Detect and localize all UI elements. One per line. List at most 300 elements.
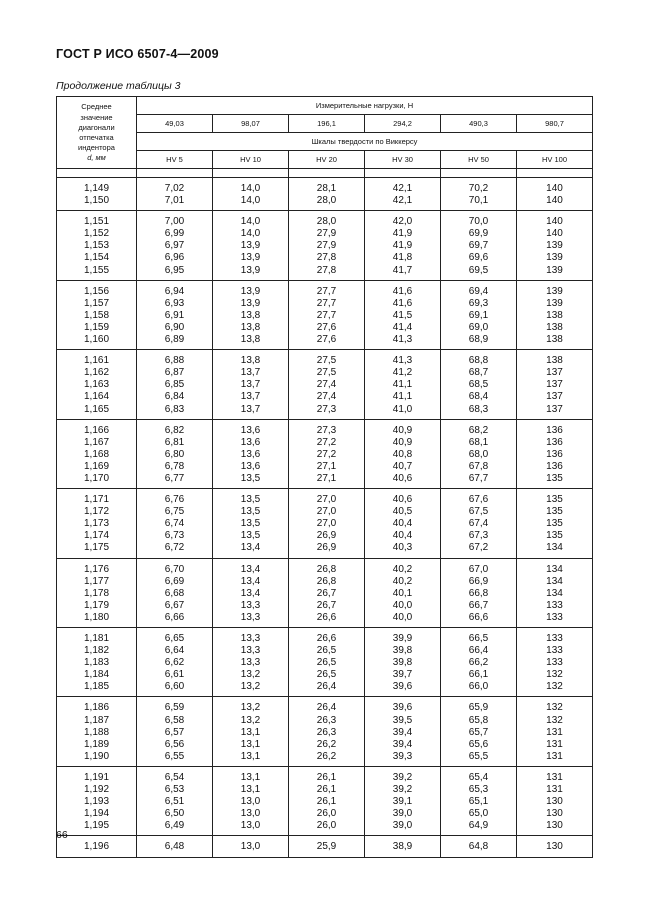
hv100-cell: 139	[517, 298, 593, 310]
hv100-cell: 133	[517, 657, 593, 669]
hv5-cell: 6,78	[137, 461, 213, 473]
hv10-cell: 14,0	[213, 178, 289, 196]
diagonal-cell: 1,159	[57, 322, 137, 334]
hv10-cell: 13,6	[213, 449, 289, 461]
hv30-cell: 39,0	[365, 808, 441, 820]
table-row	[57, 252, 593, 264]
hv50-cell: 67,3	[441, 530, 517, 542]
hv100-cell: 133	[517, 612, 593, 628]
hv30-cell: 39,5	[365, 715, 441, 727]
hv20-cell: 26,7	[289, 588, 365, 600]
hv10-cell: 13,2	[213, 697, 289, 715]
hv10-cell: 14,0	[213, 228, 289, 240]
load-value: 294,2	[365, 115, 441, 133]
table-row	[57, 379, 593, 391]
hv50-cell: 68,3	[441, 404, 517, 420]
hv100-cell: 132	[517, 715, 593, 727]
hv5-cell: 6,61	[137, 669, 213, 681]
hv50-cell: 67,2	[441, 542, 517, 558]
hv20-cell: 27,7	[289, 280, 365, 298]
hv10-cell: 13,4	[213, 558, 289, 576]
hv20-cell: 26,1	[289, 784, 365, 796]
diagonal-header-line: Среднее	[81, 102, 112, 112]
hv20-cell: 26,4	[289, 697, 365, 715]
hv50-cell: 65,5	[441, 751, 517, 767]
row-group	[57, 697, 593, 766]
table-row	[57, 739, 593, 751]
table-row	[57, 645, 593, 657]
diagonal-cell: 1,164	[57, 391, 137, 403]
hv5-cell: 6,87	[137, 367, 213, 379]
hv10-cell: 13,5	[213, 473, 289, 489]
hv30-cell: 39,1	[365, 796, 441, 808]
hv20-cell: 26,0	[289, 820, 365, 836]
diagonal-cell: 1,151	[57, 211, 137, 229]
table-caption: Продолжение таблицы 3	[56, 80, 181, 92]
hv20-cell: 27,2	[289, 449, 365, 461]
hv20-cell: 27,9	[289, 228, 365, 240]
hv100-cell: 133	[517, 645, 593, 657]
table-row	[57, 322, 593, 334]
hv10-cell: 13,5	[213, 530, 289, 542]
hv20-cell: 27,3	[289, 404, 365, 420]
diagonal-cell: 1,177	[57, 576, 137, 588]
hv50-cell: 66,9	[441, 576, 517, 588]
hv20-cell: 26,1	[289, 796, 365, 808]
hv5-cell: 6,73	[137, 530, 213, 542]
hv30-cell: 40,9	[365, 419, 441, 437]
table-row	[57, 766, 593, 784]
hv100-cell: 134	[517, 576, 593, 588]
hv10-cell: 13,0	[213, 808, 289, 820]
hv100-cell: 137	[517, 404, 593, 420]
hv5-cell: 6,64	[137, 645, 213, 657]
hv10-cell: 13,4	[213, 576, 289, 588]
diagonal-cell: 1,172	[57, 506, 137, 518]
hv5-cell: 6,97	[137, 240, 213, 252]
diagonal-header-line: отпечатка	[79, 133, 114, 142]
diagonal-cell: 1,189	[57, 739, 137, 751]
hv30-cell: 41,8	[365, 252, 441, 264]
hv10-cell: 13,4	[213, 588, 289, 600]
table-row	[57, 727, 593, 739]
hv30-cell: 41,9	[365, 240, 441, 252]
hv5-cell: 6,94	[137, 280, 213, 298]
hv10-cell: 13,2	[213, 715, 289, 727]
hv50-cell: 65,8	[441, 715, 517, 727]
table-row	[57, 518, 593, 530]
hv100-cell: 136	[517, 461, 593, 473]
hv30-cell: 40,7	[365, 461, 441, 473]
hv100-cell: 131	[517, 751, 593, 767]
hv10-cell: 13,8	[213, 334, 289, 350]
hv100-cell: 134	[517, 588, 593, 600]
diagonal-header-line: диагонали	[78, 122, 115, 132]
hv100-cell: 131	[517, 784, 593, 796]
table-row	[57, 808, 593, 820]
hv30-cell: 40,0	[365, 612, 441, 628]
hv20-cell: 27,8	[289, 252, 365, 264]
hv50-cell: 68,5	[441, 379, 517, 391]
header-spacer	[57, 169, 593, 178]
hv50-cell: 65,1	[441, 796, 517, 808]
hv10-cell: 13,0	[213, 836, 289, 857]
hv30-cell: 39,0	[365, 820, 441, 836]
hv5-cell: 6,93	[137, 298, 213, 310]
hv20-cell: 25,9	[289, 836, 365, 857]
hv10-cell: 13,4	[213, 542, 289, 558]
hv30-cell: 41,6	[365, 298, 441, 310]
hv20-cell: 27,3	[289, 419, 365, 437]
row-group	[57, 489, 593, 558]
hv10-cell: 13,5	[213, 489, 289, 507]
row-group	[57, 178, 593, 211]
table-row	[57, 391, 593, 403]
diagonal-cell: 1,178	[57, 588, 137, 600]
hv30-cell: 41,2	[365, 367, 441, 379]
diagonal-header-line: значение	[80, 112, 113, 122]
table-row	[57, 697, 593, 715]
table-row	[57, 310, 593, 322]
hv5-cell: 6,70	[137, 558, 213, 576]
hv5-cell: 6,60	[137, 681, 213, 697]
hv20-cell: 26,3	[289, 727, 365, 739]
hv5-cell: 6,67	[137, 600, 213, 612]
hv10-cell: 13,0	[213, 820, 289, 836]
diagonal-cell: 1,196	[57, 836, 137, 857]
hv30-cell: 42,0	[365, 211, 441, 229]
scales-header: Шкалы твердости по Виккерсу	[137, 133, 593, 151]
hv30-cell: 39,6	[365, 681, 441, 697]
hv5-cell: 6,57	[137, 727, 213, 739]
hv100-cell: 140	[517, 178, 593, 196]
hv10-cell: 13,9	[213, 252, 289, 264]
hv100-cell: 131	[517, 727, 593, 739]
diagonal-header-line: d, мм	[87, 153, 106, 163]
row-group	[57, 280, 593, 349]
diagonal-cell: 1,191	[57, 766, 137, 784]
scales-row	[57, 151, 593, 169]
table-row	[57, 461, 593, 473]
hv5-cell: 6,88	[137, 350, 213, 368]
hv5-cell: 6,84	[137, 391, 213, 403]
table-row	[57, 228, 593, 240]
hv30-cell: 39,3	[365, 751, 441, 767]
hv50-cell: 69,7	[441, 240, 517, 252]
diagonal-cell: 1,176	[57, 558, 137, 576]
hv10-cell: 14,0	[213, 211, 289, 229]
scale-label: HV 10	[213, 151, 289, 169]
hv10-cell: 13,2	[213, 681, 289, 697]
hv100-cell: 135	[517, 518, 593, 530]
hv100-cell: 130	[517, 796, 593, 808]
hv100-cell: 135	[517, 506, 593, 518]
hv10-cell: 13,5	[213, 506, 289, 518]
hv50-cell: 69,9	[441, 228, 517, 240]
load-value: 490,3	[441, 115, 517, 133]
hv50-cell: 68,8	[441, 350, 517, 368]
hv100-cell: 131	[517, 766, 593, 784]
hv100-cell: 137	[517, 391, 593, 403]
hv50-cell: 67,0	[441, 558, 517, 576]
diagonal-cell: 1,168	[57, 449, 137, 461]
hv50-cell: 64,8	[441, 836, 517, 857]
hv30-cell: 40,6	[365, 489, 441, 507]
table-row	[57, 178, 593, 196]
diagonal-cell: 1,181	[57, 628, 137, 646]
table-row	[57, 715, 593, 727]
hv5-cell: 6,69	[137, 576, 213, 588]
hv5-cell: 6,54	[137, 766, 213, 784]
hv50-cell: 67,7	[441, 473, 517, 489]
hv5-cell: 6,77	[137, 473, 213, 489]
hv100-cell: 135	[517, 489, 593, 507]
row-group	[57, 211, 593, 280]
hv20-cell: 26,7	[289, 600, 365, 612]
hv20-cell: 26,9	[289, 542, 365, 558]
hv10-cell: 13,1	[213, 784, 289, 796]
table-row	[57, 404, 593, 420]
hv50-cell: 66,5	[441, 628, 517, 646]
hv5-cell: 6,74	[137, 518, 213, 530]
hv30-cell: 40,2	[365, 558, 441, 576]
hv100-cell: 135	[517, 530, 593, 542]
hv10-cell: 13,2	[213, 669, 289, 681]
hv20-cell: 26,6	[289, 628, 365, 646]
hv5-cell: 6,55	[137, 751, 213, 767]
hv50-cell: 69,5	[441, 265, 517, 281]
hv30-cell: 41,1	[365, 379, 441, 391]
hv20-cell: 26,5	[289, 657, 365, 669]
hv30-cell: 40,3	[365, 542, 441, 558]
hv50-cell: 70,2	[441, 178, 517, 196]
hv100-cell: 137	[517, 367, 593, 379]
hv100-cell: 132	[517, 681, 593, 697]
diagonal-cell: 1,150	[57, 195, 137, 211]
hv20-cell: 27,0	[289, 518, 365, 530]
diagonal-cell: 1,161	[57, 350, 137, 368]
hv30-cell: 39,4	[365, 739, 441, 751]
row-group	[57, 350, 593, 419]
hv30-cell: 40,0	[365, 600, 441, 612]
load-value: 49,03	[137, 115, 213, 133]
table-row	[57, 449, 593, 461]
diagonal-cell: 1,166	[57, 419, 137, 437]
hv5-cell: 6,81	[137, 437, 213, 449]
hv100-cell: 138	[517, 310, 593, 322]
hv5-cell: 7,02	[137, 178, 213, 196]
hv30-cell: 39,2	[365, 766, 441, 784]
hv5-cell: 6,49	[137, 820, 213, 836]
hv20-cell: 27,1	[289, 461, 365, 473]
hv5-cell: 6,65	[137, 628, 213, 646]
hv100-cell: 130	[517, 836, 593, 857]
table-row	[57, 751, 593, 767]
hv20-cell: 26,3	[289, 715, 365, 727]
table-row	[57, 796, 593, 808]
hv30-cell: 40,5	[365, 506, 441, 518]
table-row	[57, 280, 593, 298]
hv20-cell: 27,7	[289, 298, 365, 310]
hv50-cell: 65,7	[441, 727, 517, 739]
table-row	[57, 681, 593, 697]
row-group	[57, 558, 593, 627]
diagonal-cell: 1,174	[57, 530, 137, 542]
hv100-cell: 138	[517, 322, 593, 334]
hv50-cell: 69,3	[441, 298, 517, 310]
loads-row	[57, 115, 593, 133]
hv30-cell: 39,9	[365, 628, 441, 646]
hv30-cell: 41,7	[365, 265, 441, 281]
row-group	[57, 419, 593, 488]
hv100-cell: 138	[517, 334, 593, 350]
table-row	[57, 784, 593, 796]
hv20-cell: 26,0	[289, 808, 365, 820]
diagonal-cell: 1,175	[57, 542, 137, 558]
hv50-cell: 69,4	[441, 280, 517, 298]
hv50-cell: 68,7	[441, 367, 517, 379]
hv5-cell: 6,50	[137, 808, 213, 820]
table-row	[57, 588, 593, 600]
hv50-cell: 66,0	[441, 681, 517, 697]
diagonal-cell: 1,152	[57, 228, 137, 240]
hv5-cell: 6,51	[137, 796, 213, 808]
hv30-cell: 41,3	[365, 334, 441, 350]
hv20-cell: 27,5	[289, 350, 365, 368]
hv30-cell: 42,1	[365, 195, 441, 211]
diagonal-cell: 1,155	[57, 265, 137, 281]
hv10-cell: 13,9	[213, 265, 289, 281]
hv100-cell: 136	[517, 419, 593, 437]
hv50-cell: 68,1	[441, 437, 517, 449]
hv100-cell: 139	[517, 265, 593, 281]
hv20-cell: 27,0	[289, 489, 365, 507]
hv30-cell: 41,1	[365, 391, 441, 403]
hv100-cell: 133	[517, 600, 593, 612]
diagonal-cell: 1,179	[57, 600, 137, 612]
hv50-cell: 65,9	[441, 697, 517, 715]
hv50-cell: 67,8	[441, 461, 517, 473]
diagonal-cell: 1,173	[57, 518, 137, 530]
diagonal-cell: 1,182	[57, 645, 137, 657]
hv50-cell: 66,4	[441, 645, 517, 657]
diagonal-cell: 1,163	[57, 379, 137, 391]
hv100-cell: 139	[517, 280, 593, 298]
hv5-cell: 6,68	[137, 588, 213, 600]
diagonal-cell: 1,167	[57, 437, 137, 449]
diagonal-cell: 1,184	[57, 669, 137, 681]
hv10-cell: 13,1	[213, 739, 289, 751]
hv50-cell: 70,0	[441, 211, 517, 229]
hv30-cell: 40,8	[365, 449, 441, 461]
hv100-cell: 136	[517, 437, 593, 449]
hv30-cell: 41,9	[365, 228, 441, 240]
hv100-cell: 140	[517, 211, 593, 229]
hv5-cell: 6,95	[137, 265, 213, 281]
diagonal-cell: 1,156	[57, 280, 137, 298]
hv50-cell: 65,0	[441, 808, 517, 820]
table-row	[57, 334, 593, 350]
table-row	[57, 298, 593, 310]
hv50-cell: 67,4	[441, 518, 517, 530]
hv5-cell: 6,96	[137, 252, 213, 264]
hv5-cell: 6,99	[137, 228, 213, 240]
hv5-cell: 6,62	[137, 657, 213, 669]
hv5-cell: 6,59	[137, 697, 213, 715]
table-row	[57, 576, 593, 588]
diagonal-cell: 1,154	[57, 252, 137, 264]
hv20-cell: 27,4	[289, 391, 365, 403]
hv50-cell: 66,6	[441, 612, 517, 628]
hv20-cell: 27,4	[289, 379, 365, 391]
diagonal-header-line: индентора	[78, 143, 115, 153]
hv10-cell: 13,8	[213, 310, 289, 322]
hv10-cell: 13,1	[213, 727, 289, 739]
hv20-cell: 27,7	[289, 310, 365, 322]
table-row	[57, 240, 593, 252]
page-number: 66	[56, 829, 68, 841]
hv100-cell: 139	[517, 252, 593, 264]
hv10-cell: 13,9	[213, 280, 289, 298]
hv30-cell: 40,1	[365, 588, 441, 600]
hv100-cell: 132	[517, 669, 593, 681]
hv100-cell: 131	[517, 739, 593, 751]
table-row	[57, 506, 593, 518]
hv10-cell: 13,3	[213, 600, 289, 612]
hv100-cell: 136	[517, 449, 593, 461]
hv100-cell: 134	[517, 542, 593, 558]
hv5-cell: 6,76	[137, 489, 213, 507]
diagonal-cell: 1,149	[57, 178, 137, 196]
table-row	[57, 820, 593, 836]
diagonal-cell: 1,153	[57, 240, 137, 252]
hv10-cell: 13,9	[213, 240, 289, 252]
hv5-cell: 6,82	[137, 419, 213, 437]
scale-label: HV 30	[365, 151, 441, 169]
hv30-cell: 42,1	[365, 178, 441, 196]
hv5-cell: 7,01	[137, 195, 213, 211]
diagonal-cell: 1,183	[57, 657, 137, 669]
hv100-cell: 134	[517, 558, 593, 576]
hv100-cell: 133	[517, 628, 593, 646]
diagonal-cell: 1,194	[57, 808, 137, 820]
diagonal-cell: 1,192	[57, 784, 137, 796]
hv50-cell: 68,9	[441, 334, 517, 350]
table-row	[57, 195, 593, 211]
hv10-cell: 14,0	[213, 195, 289, 211]
table-row	[57, 628, 593, 646]
table-row	[57, 542, 593, 558]
hv20-cell: 26,8	[289, 558, 365, 576]
hv20-cell: 26,8	[289, 576, 365, 588]
hv10-cell: 13,3	[213, 657, 289, 669]
scale-label: HV 5	[137, 151, 213, 169]
table-row	[57, 600, 593, 612]
hv10-cell: 13,8	[213, 350, 289, 368]
hv20-cell: 26,4	[289, 681, 365, 697]
hv20-cell: 26,9	[289, 530, 365, 542]
hv5-cell: 6,75	[137, 506, 213, 518]
table-row	[57, 612, 593, 628]
hv50-cell: 70,1	[441, 195, 517, 211]
table-row	[57, 437, 593, 449]
hv30-cell: 39,4	[365, 727, 441, 739]
hv5-cell: 6,58	[137, 715, 213, 727]
diagonal-cell: 1,170	[57, 473, 137, 489]
loads-header: Измерительные нагрузки, Н	[137, 97, 593, 115]
row-group	[57, 628, 593, 697]
hv50-cell: 66,2	[441, 657, 517, 669]
